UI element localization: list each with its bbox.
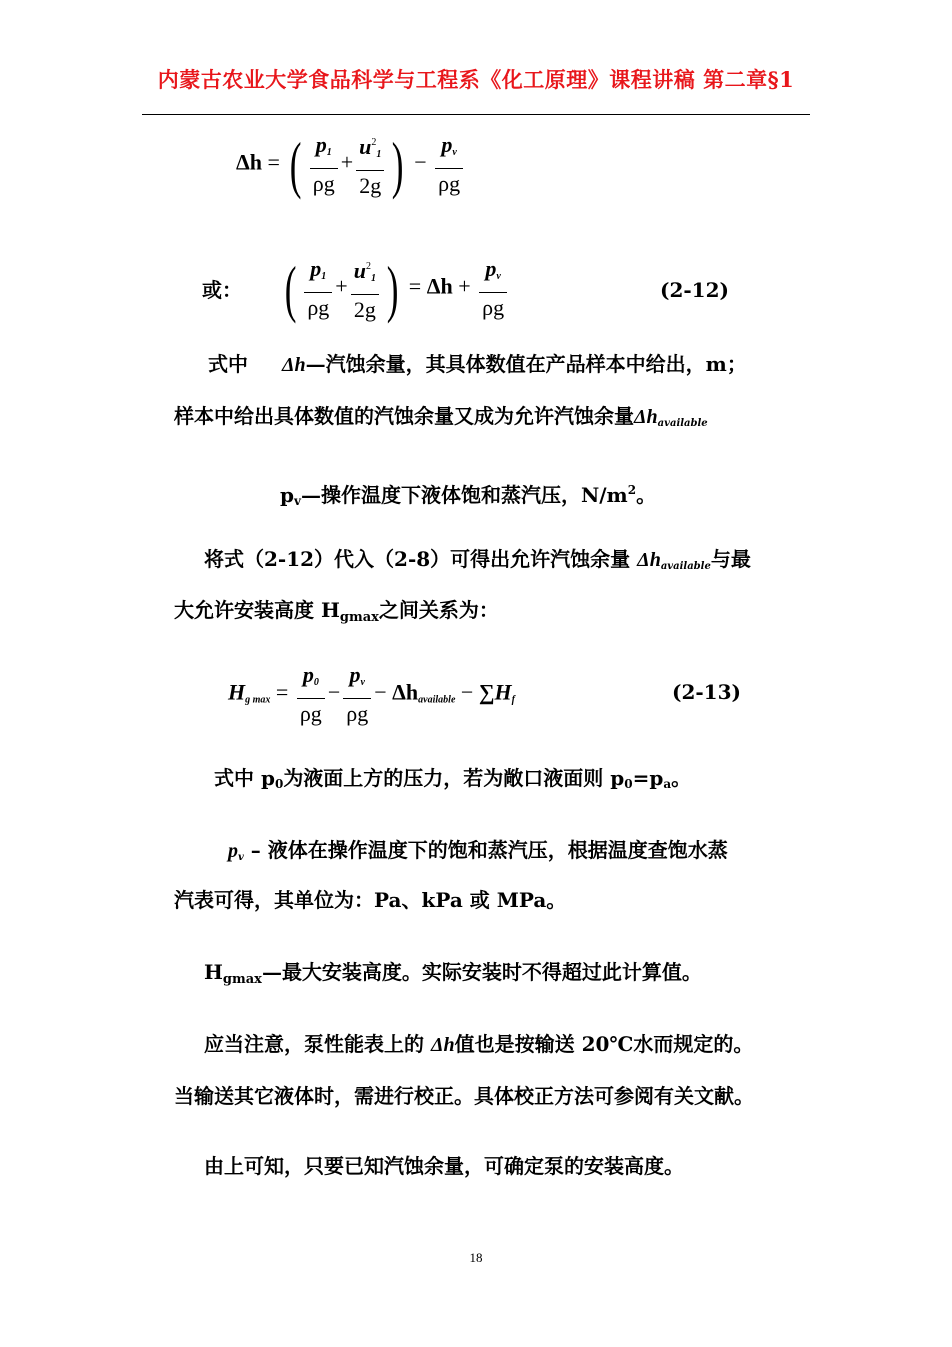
l5-a: 大允许安装高度 H: [174, 598, 340, 622]
eq2-sub3: v: [496, 271, 501, 282]
eq2-sup2: 2: [365, 261, 371, 272]
line-3: [280, 476, 656, 515]
l3-end: 。: [636, 483, 657, 507]
l7-pv-sub: v: [238, 852, 244, 863]
eq2-den2: 2g: [353, 297, 376, 322]
l6-sub1: 0: [624, 777, 633, 791]
l3-pv: p: [280, 483, 294, 507]
paren-right: ): [386, 252, 399, 324]
l5-sub: gmax: [339, 610, 379, 625]
eq3-frac2: [343, 660, 371, 729]
l6-d: 。: [671, 766, 692, 790]
eq1-frac3: [435, 130, 463, 199]
l4-b: 与最: [710, 547, 751, 571]
l9-b: —最大安装高度。实际安装时不得超过此计算值。: [261, 960, 702, 984]
eq2-sub1: 1: [321, 271, 327, 282]
eq2-den1: ρg: [307, 295, 330, 320]
eq3-pv: p: [349, 662, 361, 687]
eq3-den2: ρg: [346, 701, 369, 726]
l6-c: =p: [632, 766, 664, 790]
line-12: 由上可知，只要已知汽蚀余量，可确定泵的安装高度。: [204, 1154, 684, 1178]
paren-left: (: [290, 128, 302, 200]
line-4: [204, 545, 751, 581]
line-7: [228, 836, 728, 872]
equation-1: Δh = ( $\frac{p_1}{\rho g}$ + $\frac{u^2_1}{2g}$ ) − $\frac{p_v}{\rho g}$: [236, 128, 466, 201]
eq3-den1: ρg: [299, 701, 322, 726]
eq2-dh: Δh: [426, 273, 453, 299]
paren-right: ): [392, 128, 404, 200]
eq1-num2: u: [359, 134, 372, 159]
eq3-dh-sub: available: [418, 694, 456, 706]
eq2-frac3: [479, 254, 507, 323]
eq1-sup2: 2: [371, 137, 377, 148]
l7-rest: – 液体在操作温度下的饱和蒸汽压，根据温度查饱水蒸: [250, 838, 728, 862]
equation-3: $H_{g max}$ = $\frac{p_0}{\rho g}$ − $\frac{p_v}{\rho g}$ − $\Delta h_{available} - \sum H_f$: [228, 660, 515, 729]
l4-dh: Δh: [637, 549, 661, 571]
l3-rest: —操作温度下液体饱和蒸汽压，N/m: [300, 483, 628, 507]
line-11: 当输送其它液体时，需进行校正。具体校正方法可参阅有关文献。: [174, 1084, 754, 1108]
eq3-frac1: [297, 660, 325, 729]
eq2-num1: p: [310, 256, 322, 281]
eq2-den3: ρg: [482, 295, 505, 320]
line-2: [174, 402, 708, 438]
eq1-den1: ρg: [312, 171, 335, 196]
eq3-pv-sub: v: [360, 677, 365, 688]
eq2-frac1: [304, 254, 332, 323]
line-8: 汽表可得，其单位为：Pa、kPa 或 MPa。: [174, 888, 567, 912]
l10-b: 值也是按输送 20℃水而规定的。: [454, 1032, 754, 1056]
equation-2: ( $\frac{p_1}{\rho g}$ + $\frac{u^2_1}{2g}$ ) = Δh + $\frac{p_v}{\rho g}$: [280, 252, 510, 325]
eq2-num3: p: [485, 256, 497, 281]
l2-dh: Δh: [634, 406, 658, 428]
eq1-sub3: v: [452, 147, 457, 158]
eq1-num1: p: [315, 132, 327, 157]
line-6: [214, 764, 691, 798]
eq3-p0-sub: 0: [313, 677, 319, 688]
l6-sub2: a: [663, 777, 672, 791]
eq1-sub2: 1: [376, 149, 382, 160]
eq2-frac2: [351, 252, 379, 325]
eq1-frac2: [356, 128, 384, 201]
l10-a: 应当注意，泵性能表上的: [204, 1032, 424, 1056]
l9-a: H: [204, 960, 223, 984]
line-5: [174, 596, 499, 632]
eq2-sub2: 1: [370, 273, 376, 284]
l6-b: 为液面上方的压力，若为敞口液面则 p: [283, 766, 625, 790]
page-number: 18: [469, 1250, 483, 1265]
l6-a: 式中 p: [214, 766, 275, 790]
eq2-prefix: 或：: [202, 278, 242, 302]
eq2-number: (2-12): [660, 278, 729, 302]
l2-sub: available: [657, 418, 708, 429]
header-rule: [142, 114, 810, 115]
eq1-lhs: Δh: [236, 149, 263, 175]
eq1-den2: 2g: [359, 173, 382, 198]
eq3-lhs-sub: g max: [245, 694, 271, 706]
l9-sub: gmax: [222, 972, 262, 987]
line-10: [204, 1030, 753, 1059]
l1-dh: Δh: [282, 354, 306, 376]
l3-pv-sub: v: [293, 494, 301, 508]
l1-rest: —汽蚀余量，其具体数值在产品样本中给出，m；: [305, 352, 747, 376]
l7-pv: p: [228, 840, 238, 862]
l4-sub: available: [660, 561, 711, 572]
eq1-den3: ρg: [438, 171, 461, 196]
eq3-p0: p: [302, 662, 314, 687]
eq3-dh: Δh: [392, 679, 419, 705]
eq3-sum: ∑H: [478, 679, 512, 705]
l1-label: 式中: [208, 352, 248, 376]
eq2-num2: u: [353, 258, 366, 283]
l3-sup: 2: [627, 483, 637, 497]
eq3-lhs: H: [228, 679, 246, 705]
eq1-sub1: 1: [326, 147, 332, 158]
l2-text: 样本中给出具体数值的汽蚀余量又成为允许汽蚀余量: [174, 404, 634, 428]
paren-left: (: [284, 252, 297, 324]
l6-sub0: 0: [274, 777, 284, 791]
eq3-number: (2-13): [672, 680, 741, 704]
l4-a: 将式（2-12）代入（2-8）可得出允许汽蚀余量: [204, 547, 631, 571]
l10-dh: Δh: [430, 1034, 455, 1056]
l5-b: 之间关系为：: [378, 598, 499, 622]
line-1: [208, 350, 747, 379]
page-header: 内蒙古农业大学食品科学与工程系《化工原理》课程讲稿 第二章§1: [157, 67, 795, 92]
eq1-num3: p: [441, 132, 453, 157]
line-9: [204, 958, 702, 994]
eq1-frac1: [310, 130, 338, 199]
eq3-sum-sub: f: [511, 694, 515, 706]
